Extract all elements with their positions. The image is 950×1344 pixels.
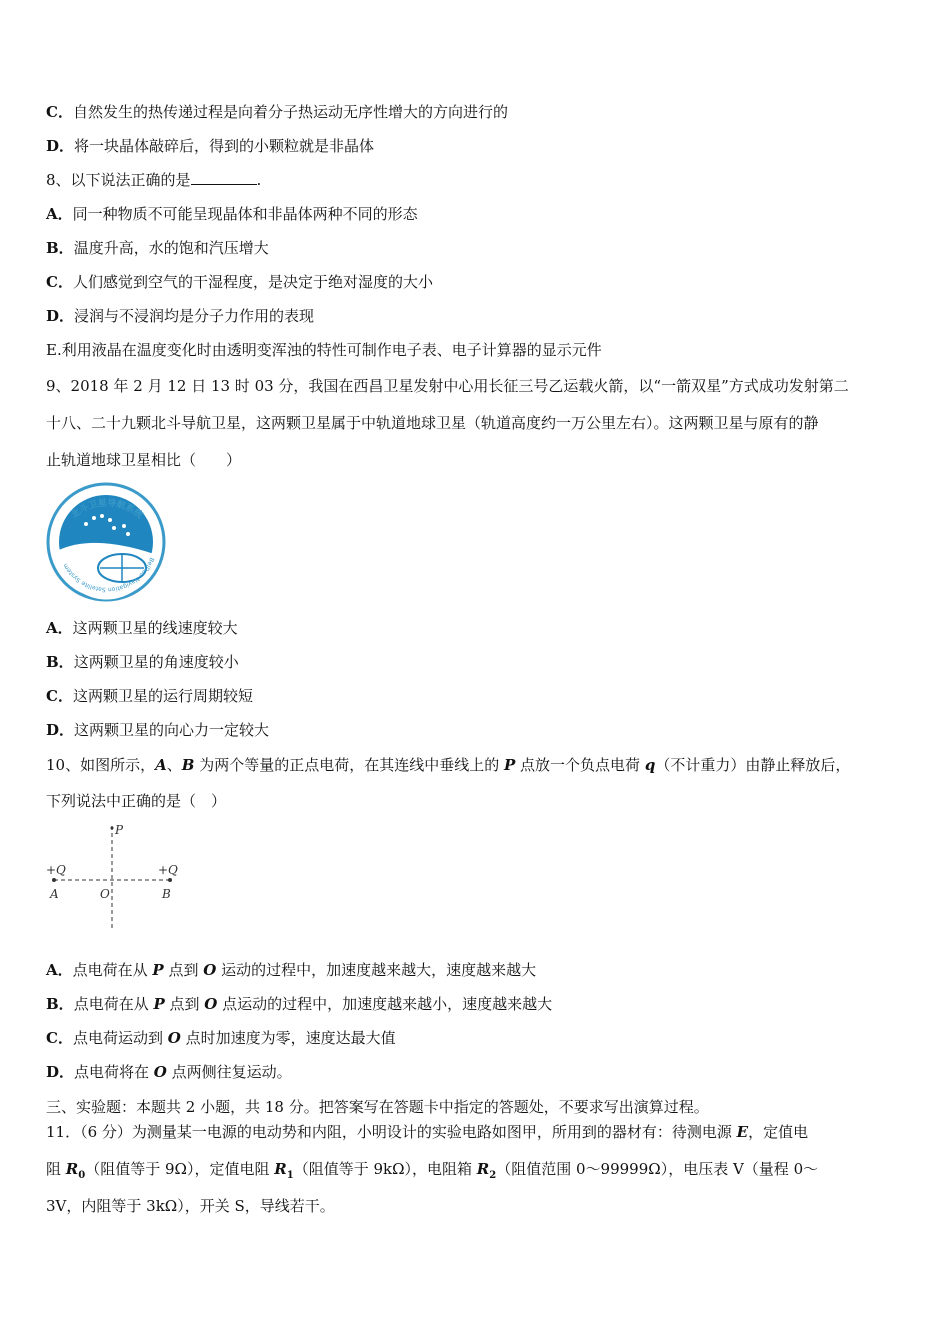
q8-option-a xyxy=(46,204,418,224)
q9-option-d xyxy=(46,720,269,740)
q9-stem-line2: 十八、二十九颗北斗导航卫星，这两颗卫星属于中轨道地球卫星（轨道高度约一万公里左右）。这两颗卫星与原有的静 xyxy=(46,414,819,432)
option-text: 自然发生的热传递过程是向着分子热运动无序性增大的方向进行的 xyxy=(72,103,508,121)
q10-option-d xyxy=(46,1062,292,1082)
q7-option-c xyxy=(46,102,508,122)
option-text: 点到 xyxy=(163,961,204,979)
option-letter: D． xyxy=(46,1063,75,1081)
var-p: P xyxy=(152,961,164,979)
q8-stem xyxy=(46,170,261,190)
answer-blank xyxy=(191,170,257,185)
option-letter: A． xyxy=(46,205,73,223)
q11-text: 11．（6 分）为测量某一电源的电动势和内阻，小明设计的实验电路如图甲，所用到的器材有：待测电源 xyxy=(46,1123,737,1141)
var-r2: R xyxy=(476,1160,490,1178)
q9-stem-line1: 9、2018 年 2 月 12 日 13 时 03 分，我国在西昌卫星发射中心用长征三号乙运载火箭，以“一箭双星”方式成功发射第二 xyxy=(46,377,849,395)
option-text: 运动的过程中，加速度越来越大，速度越来越大 xyxy=(216,961,537,979)
option-text: 点电荷在从 xyxy=(72,961,153,979)
option-letter: B． xyxy=(46,653,74,671)
option-text: 浸润与不浸润均是分子力作用的表现 xyxy=(74,307,315,325)
var-q: q xyxy=(644,756,656,774)
var-p: P xyxy=(153,995,165,1013)
subscript-2: 2 xyxy=(489,1170,497,1181)
var-r1: R xyxy=(274,1160,287,1178)
q9-option-b xyxy=(46,652,239,672)
option-text: 点到 xyxy=(164,995,205,1013)
stem-part: 10、如图所示， xyxy=(46,756,156,774)
option-text: 点两侧往复运动。 xyxy=(166,1063,292,1081)
option-letter: B． xyxy=(46,995,74,1013)
beidou-logo xyxy=(44,482,170,602)
option-text: 这两颗卫星的角速度较小 xyxy=(73,653,239,671)
charge-figure xyxy=(40,820,200,932)
label-plusq-left: +Q xyxy=(46,863,66,877)
charge-a-dot xyxy=(52,878,56,882)
section-heading: 三、实验题：本题共 2 小题，共 18 分。把答案写在答题卡中指定的答题处，不要求写出演算过程。 xyxy=(46,1098,709,1116)
q8-option-b xyxy=(46,238,269,258)
option-letter: A． xyxy=(46,961,73,979)
option-text: 点时加速度为零，速度达最大值 xyxy=(180,1029,396,1047)
q9-stem-line3: 止轨道地球卫星相比（ ） xyxy=(46,451,242,469)
q9-option-a xyxy=(46,618,238,638)
point-p-dot xyxy=(111,827,114,830)
q10-option-b xyxy=(46,994,552,1014)
option-text: 这两颗卫星的线速度较大 xyxy=(72,619,238,637)
stem-part: 为两个等量的正点电荷，在其连线中垂线上的 xyxy=(194,756,504,774)
var-p: P xyxy=(503,756,516,774)
charge-b-dot xyxy=(168,878,172,882)
option-text: E.利用液晶在温度变化时由透明变浑浊的特性可制作电子表、电子计算器的显示元件 xyxy=(46,341,602,359)
option-letter: D． xyxy=(46,307,75,325)
q11-text: （阻值等于 9Ω），定值电阻 xyxy=(85,1160,275,1178)
option-text: 点电荷运动到 xyxy=(72,1029,168,1047)
option-letter: A． xyxy=(46,619,73,637)
option-letter: C． xyxy=(46,1029,73,1047)
label-b: B xyxy=(162,887,171,901)
q10-option-a xyxy=(46,960,536,980)
logo-text-en: BeiDou Navigation Satellite System xyxy=(61,556,156,593)
stem-sep: 、 xyxy=(166,756,182,774)
q11-line3: 3V，内阻等于 3kΩ），开关 S，导线若干。 xyxy=(46,1197,335,1215)
option-letter: B． xyxy=(46,239,74,257)
option-text: 温度升高，水的饱和汽压增大 xyxy=(73,239,269,257)
q11-text: （阻值范围 0～99999Ω），电压表 V（量程 0～ xyxy=(496,1160,819,1178)
subscript-0: 0 xyxy=(78,1170,86,1181)
q8-option-d xyxy=(46,306,314,326)
label-o: O xyxy=(100,887,110,901)
option-letter: C． xyxy=(46,103,73,121)
logo-text: 北斗卫星导航系统 xyxy=(69,498,145,521)
label-plusq-right: +Q xyxy=(158,863,178,877)
var-o: O xyxy=(204,995,218,1013)
option-text: 这两颗卫星的向心力一定较大 xyxy=(74,721,270,739)
stem-part: （不计重力）由静止释放后， xyxy=(655,756,851,774)
q11-text: 阻 xyxy=(46,1160,66,1178)
var-o: O xyxy=(153,1063,167,1081)
var-o: O xyxy=(203,961,217,979)
q7-option-d xyxy=(46,136,374,156)
option-text: 点运动的过程中，加速度越来越小，速度越来越大 xyxy=(217,995,553,1013)
q11-text: ，定值电 xyxy=(748,1123,809,1141)
q10-stem-line1 xyxy=(46,755,850,775)
option-letter: C． xyxy=(46,273,73,291)
q8-option-c xyxy=(46,272,433,292)
var-e: E xyxy=(736,1123,749,1141)
q9-option-c xyxy=(46,686,253,706)
option-letter: D． xyxy=(46,721,75,739)
option-text: 这两颗卫星的运行周期较短 xyxy=(72,687,253,705)
q11-line1 xyxy=(46,1122,808,1142)
q11-line2 xyxy=(46,1159,818,1186)
q8-stem-text: 8、以下说法正确的是 xyxy=(46,171,191,189)
q8-stem-end: . xyxy=(256,171,262,189)
option-text: 点电荷在从 xyxy=(73,995,154,1013)
option-text: 将一块晶体敲碎后，得到的小颗粒就是非晶体 xyxy=(74,137,375,155)
q10-option-c xyxy=(46,1028,396,1048)
option-text: 同一种物质不可能呈现晶体和非晶体两种不同的形态 xyxy=(72,205,418,223)
option-letter: C． xyxy=(46,687,73,705)
option-text: 点电荷将在 xyxy=(74,1063,154,1081)
q10-stem-line2: 下列说法中正确的是（ ） xyxy=(46,792,227,810)
label-p: P xyxy=(115,823,124,837)
var-b: B xyxy=(181,756,195,774)
subscript-1: 1 xyxy=(286,1170,294,1181)
option-text: 人们感觉到空气的干湿程度，是决定于绝对湿度的大小 xyxy=(72,273,433,291)
q8-option-e xyxy=(46,340,602,360)
q11-text: （阻值等于 9kΩ），电阻箱 xyxy=(293,1160,477,1178)
var-o: O xyxy=(167,1029,181,1047)
option-letter: D． xyxy=(46,137,75,155)
var-a: A xyxy=(155,756,167,774)
stem-part: 点放一个负点电荷 xyxy=(515,756,645,774)
var-r0: R xyxy=(65,1160,79,1178)
label-a: A xyxy=(50,887,59,901)
